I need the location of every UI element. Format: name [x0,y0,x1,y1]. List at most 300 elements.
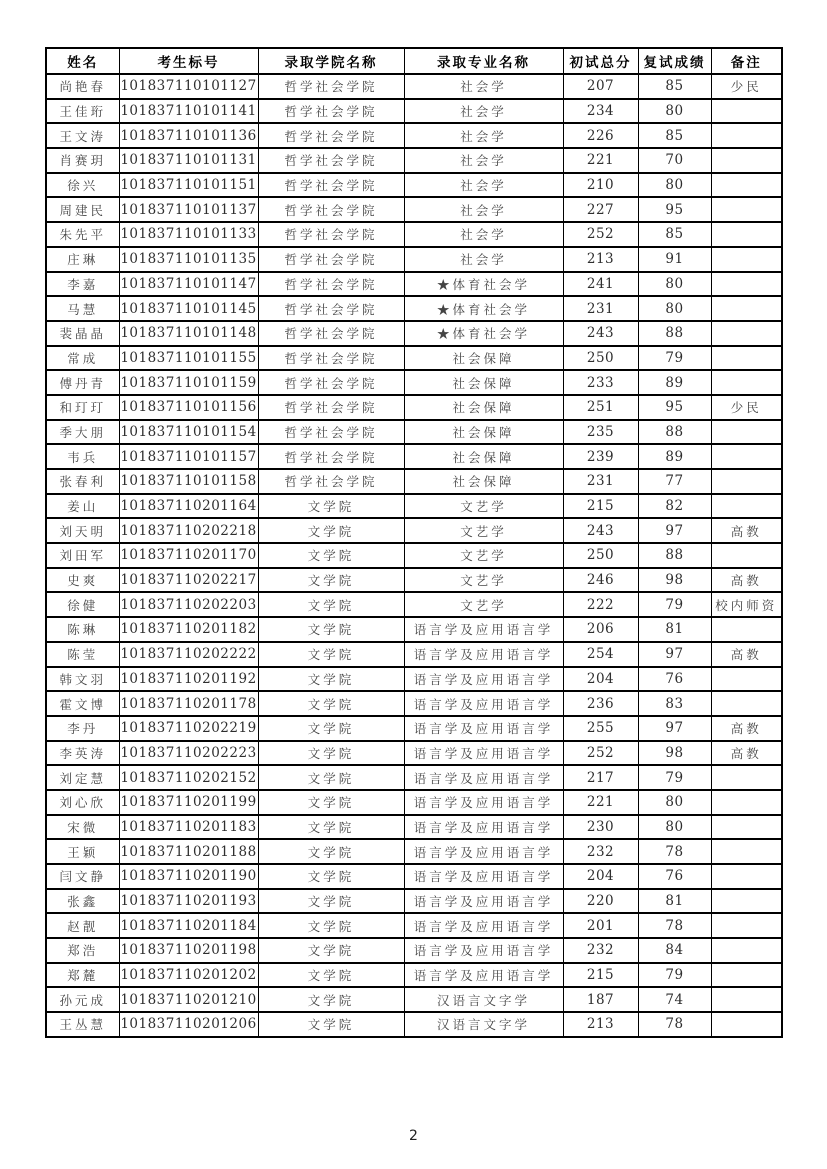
cell-name: 张春利 [46,469,119,494]
cell-major: 社会保障 [404,395,563,420]
cell-major: 语言学及应用语言学 [404,716,563,741]
cell-name: 周建民 [46,197,119,222]
cell-note [711,691,782,716]
table-row [46,444,782,469]
cell-score1: 230 [563,815,638,840]
cell-score1: 239 [563,444,638,469]
cell-score2: 85 [638,222,711,247]
cell-score2: 78 [638,913,711,938]
cell-score1: 221 [563,148,638,173]
cell-major: 社会保障 [404,346,563,371]
cell-id: 101837110101133 [119,222,258,247]
cell-college: 文学院 [258,592,404,617]
cell-id: 101837110201210 [119,987,258,1012]
cell-id: 101837110201193 [119,889,258,914]
table-row [46,370,782,395]
cell-id: 101837110201188 [119,839,258,864]
cell-score1: 213 [563,1012,638,1037]
cell-note [711,815,782,840]
cell-college: 哲学社会学院 [258,296,404,321]
cell-major: 社会学 [404,247,563,272]
cell-major: 社会保障 [404,420,563,445]
cell-college: 哲学社会学院 [258,222,404,247]
cell-name: 张鑫 [46,889,119,914]
cell-college: 文学院 [258,518,404,543]
cell-score1: 217 [563,765,638,790]
cell-college: 哲学社会学院 [258,123,404,148]
cell-college: 哲学社会学院 [258,272,404,297]
cell-college: 文学院 [258,815,404,840]
cell-name: 郑麓 [46,963,119,988]
cell-major: 社会学 [404,148,563,173]
cell-name: 李丹 [46,716,119,741]
table-row [46,963,782,988]
cell-name: 朱先平 [46,222,119,247]
table-row [46,741,782,766]
cell-major: 语言学及应用语言学 [404,691,563,716]
column-header: 录取学院名称 [258,48,404,74]
cell-score1: 227 [563,197,638,222]
table-row [46,247,782,272]
cell-note [711,247,782,272]
cell-id: 101837110201206 [119,1012,258,1037]
cell-score2: 78 [638,1012,711,1037]
cell-college: 文学院 [258,765,404,790]
cell-score1: 232 [563,839,638,864]
cell-id: 101837110101131 [119,148,258,173]
cell-score2: 80 [638,790,711,815]
cell-score1: 220 [563,889,638,914]
cell-id: 101837110101156 [119,395,258,420]
cell-score1: 187 [563,987,638,1012]
cell-id: 101837110101151 [119,173,258,198]
cell-name: 陈莹 [46,642,119,667]
table-row [46,74,782,99]
cell-score2: 83 [638,691,711,716]
cell-note [711,99,782,124]
cell-note [711,494,782,519]
cell-major: 语言学及应用语言学 [404,642,563,667]
cell-name: 季大朋 [46,420,119,445]
table-row [46,469,782,494]
cell-note [711,543,782,568]
cell-note [711,296,782,321]
cell-major: 社会学 [404,222,563,247]
cell-name: 刘天明 [46,518,119,543]
cell-college: 文学院 [258,913,404,938]
cell-id: 101837110202223 [119,741,258,766]
table-row [46,987,782,1012]
table-row [46,938,782,963]
cell-college: 哲学社会学院 [258,148,404,173]
cell-major: 文艺学 [404,518,563,543]
cell-major: 社会学 [404,173,563,198]
cell-score2: 76 [638,864,711,889]
cell-name: 郑浩 [46,938,119,963]
cell-major: 文艺学 [404,494,563,519]
table-row [46,173,782,198]
cell-score1: 204 [563,864,638,889]
cell-note [711,148,782,173]
cell-name: 傅丹青 [46,370,119,395]
cell-name: 徐健 [46,592,119,617]
cell-note [711,370,782,395]
cell-college: 文学院 [258,543,404,568]
cell-major: 文艺学 [404,568,563,593]
table-row [46,913,782,938]
cell-name: 庄琳 [46,247,119,272]
table-row [46,1012,782,1037]
cell-major: 语言学及应用语言学 [404,839,563,864]
cell-college: 哲学社会学院 [258,346,404,371]
cell-name: 孙元成 [46,987,119,1012]
cell-score1: 234 [563,99,638,124]
cell-score1: 233 [563,370,638,395]
table-row [46,543,782,568]
cell-major: 语言学及应用语言学 [404,913,563,938]
cell-id: 101837110101148 [119,321,258,346]
cell-name: 王颖 [46,839,119,864]
table-row [46,148,782,173]
cell-score2: 76 [638,667,711,692]
cell-major: 语言学及应用语言学 [404,741,563,766]
column-header: 录取专业名称 [404,48,563,74]
cell-score1: 236 [563,691,638,716]
cell-name: 王文涛 [46,123,119,148]
cell-score2: 80 [638,173,711,198]
cell-note [711,469,782,494]
cell-name: 刘心欣 [46,790,119,815]
cell-college: 文学院 [258,889,404,914]
cell-name: 马慧 [46,296,119,321]
column-header: 姓名 [46,48,119,74]
cell-college: 文学院 [258,938,404,963]
cell-major: 社会学 [404,99,563,124]
cell-major: 语言学及应用语言学 [404,790,563,815]
cell-major: ★体育社会学 [404,296,563,321]
cell-college: 哲学社会学院 [258,173,404,198]
cell-college: 哲学社会学院 [258,469,404,494]
cell-score2: 88 [638,321,711,346]
table-row [46,765,782,790]
cell-name: 刘定慧 [46,765,119,790]
cell-college: 哲学社会学院 [258,444,404,469]
cell-id: 101837110101135 [119,247,258,272]
cell-note [711,889,782,914]
cell-college: 文学院 [258,494,404,519]
cell-note [711,667,782,692]
cell-major: 社会保障 [404,370,563,395]
cell-score1: 231 [563,296,638,321]
table-row [46,296,782,321]
cell-id: 101837110202152 [119,765,258,790]
cell-name: 李嘉 [46,272,119,297]
cell-name: 闫文静 [46,864,119,889]
cell-major: 语言学及应用语言学 [404,864,563,889]
cell-score2: 95 [638,395,711,420]
table-row [46,592,782,617]
admission-results-table [45,47,783,1038]
cell-score1: 210 [563,173,638,198]
cell-college: 文学院 [258,642,404,667]
cell-major: 语言学及应用语言学 [404,765,563,790]
cell-score2: 97 [638,716,711,741]
cell-score2: 91 [638,247,711,272]
cell-score2: 79 [638,765,711,790]
cell-college: 哲学社会学院 [258,197,404,222]
page-number: 2 [409,1128,418,1144]
cell-college: 文学院 [258,963,404,988]
cell-score2: 80 [638,296,711,321]
cell-score2: 97 [638,518,711,543]
cell-id: 101837110101137 [119,197,258,222]
table-row [46,790,782,815]
cell-score1: 243 [563,321,638,346]
cell-id: 101837110101154 [119,420,258,445]
cell-score1: 204 [563,667,638,692]
cell-score1: 232 [563,938,638,963]
table-row [46,321,782,346]
cell-id: 101837110202222 [119,642,258,667]
cell-id: 101837110202218 [119,518,258,543]
cell-major: 语言学及应用语言学 [404,667,563,692]
cell-name: 王丛慧 [46,1012,119,1037]
column-header: 考生标号 [119,48,258,74]
column-header: 备注 [711,48,782,74]
cell-score1: 252 [563,222,638,247]
cell-note [711,197,782,222]
cell-name: 赵靓 [46,913,119,938]
cell-major: 语言学及应用语言学 [404,889,563,914]
cell-score2: 79 [638,346,711,371]
cell-college: 哲学社会学院 [258,321,404,346]
cell-score1: 226 [563,123,638,148]
cell-name: 韦兵 [46,444,119,469]
table-row [46,99,782,124]
cell-score2: 80 [638,99,711,124]
cell-id: 101837110201190 [119,864,258,889]
cell-score2: 82 [638,494,711,519]
cell-note [711,420,782,445]
cell-note [711,938,782,963]
cell-id: 101837110101141 [119,99,258,124]
cell-score1: 222 [563,592,638,617]
cell-note [711,617,782,642]
cell-major: 社会保障 [404,444,563,469]
cell-score2: 85 [638,123,711,148]
cell-college: 文学院 [258,790,404,815]
cell-score1: 221 [563,790,638,815]
cell-score1: 206 [563,617,638,642]
column-header: 复试成绩 [638,48,711,74]
cell-score2: 97 [638,642,711,667]
table-body [46,74,782,1037]
cell-score2: 79 [638,963,711,988]
cell-note [711,1012,782,1037]
cell-note [711,790,782,815]
cell-note [711,321,782,346]
cell-score2: 85 [638,74,711,99]
cell-college: 文学院 [258,667,404,692]
cell-id: 101837110201164 [119,494,258,519]
table-row [46,395,782,420]
cell-score1: 250 [563,543,638,568]
table-row [46,518,782,543]
cell-major: ★体育社会学 [404,272,563,297]
cell-score1: 250 [563,346,638,371]
table-row [46,222,782,247]
cell-name: 肖赛玥 [46,148,119,173]
cell-score1: 215 [563,494,638,519]
cell-major: 社会保障 [404,469,563,494]
cell-id: 101837110201202 [119,963,258,988]
cell-score2: 81 [638,617,711,642]
cell-id: 101837110101159 [119,370,258,395]
cell-note [711,864,782,889]
cell-id: 101837110202203 [119,592,258,617]
cell-college: 文学院 [258,864,404,889]
cell-score1: 215 [563,963,638,988]
table-row [46,839,782,864]
cell-major: 社会学 [404,74,563,99]
cell-score2: 88 [638,420,711,445]
cell-note [711,963,782,988]
cell-name: 陈琳 [46,617,119,642]
table-row [46,667,782,692]
cell-id: 101837110201182 [119,617,258,642]
cell-id: 101837110101158 [119,469,258,494]
cell-score2: 79 [638,592,711,617]
cell-name: 常成 [46,346,119,371]
table-row [46,691,782,716]
cell-score2: 84 [638,938,711,963]
cell-name: 宋微 [46,815,119,840]
cell-major: 汉语言文字学 [404,1012,563,1037]
cell-id: 101837110201183 [119,815,258,840]
cell-college: 哲学社会学院 [258,74,404,99]
table-row [46,716,782,741]
cell-name: 霍文博 [46,691,119,716]
cell-id: 101837110101136 [119,123,258,148]
cell-score1: 252 [563,741,638,766]
cell-score2: 81 [638,889,711,914]
table-row [46,123,782,148]
cell-score2: 74 [638,987,711,1012]
cell-college: 哲学社会学院 [258,395,404,420]
cell-name: 尚艳春 [46,74,119,99]
cell-major: ★体育社会学 [404,321,563,346]
table-row [46,346,782,371]
cell-name: 和玎玎 [46,395,119,420]
cell-note [711,272,782,297]
table-header [46,48,782,74]
cell-note [711,173,782,198]
cell-id: 101837110101127 [119,74,258,99]
cell-score1: 254 [563,642,638,667]
cell-note [711,222,782,247]
table-row [46,889,782,914]
cell-college: 文学院 [258,839,404,864]
cell-id: 101837110201178 [119,691,258,716]
cell-note [711,987,782,1012]
cell-score2: 98 [638,741,711,766]
cell-note: 高教 [711,741,782,766]
cell-note: 少民 [711,395,782,420]
cell-score1: 207 [563,74,638,99]
cell-name: 徐兴 [46,173,119,198]
cell-note [711,839,782,864]
cell-college: 文学院 [258,568,404,593]
cell-score2: 70 [638,148,711,173]
cell-college: 哲学社会学院 [258,247,404,272]
cell-note: 高教 [711,518,782,543]
table-row [46,197,782,222]
table-row [46,864,782,889]
cell-score2: 77 [638,469,711,494]
cell-score1: 235 [563,420,638,445]
cell-name: 姜山 [46,494,119,519]
cell-note: 少民 [711,74,782,99]
cell-major: 语言学及应用语言学 [404,815,563,840]
cell-id: 101837110202219 [119,716,258,741]
cell-note [711,765,782,790]
cell-score1: 243 [563,518,638,543]
cell-name: 史爽 [46,568,119,593]
cell-name: 刘田军 [46,543,119,568]
cell-major: 语言学及应用语言学 [404,617,563,642]
table-row [46,494,782,519]
cell-id: 101837110101157 [119,444,258,469]
cell-id: 101837110201198 [119,938,258,963]
cell-note: 高教 [711,568,782,593]
cell-score1: 201 [563,913,638,938]
cell-score1: 213 [563,247,638,272]
cell-major: 文艺学 [404,592,563,617]
cell-score1: 231 [563,469,638,494]
cell-note: 高教 [711,716,782,741]
cell-score2: 95 [638,197,711,222]
cell-name: 李英涛 [46,741,119,766]
cell-name: 裴晶晶 [46,321,119,346]
cell-major: 语言学及应用语言学 [404,963,563,988]
cell-note [711,444,782,469]
table-row [46,272,782,297]
cell-id: 101837110101145 [119,296,258,321]
table-row [46,815,782,840]
table-header-row [46,48,782,74]
cell-college: 哲学社会学院 [258,370,404,395]
cell-major: 语言学及应用语言学 [404,938,563,963]
cell-id: 101837110201184 [119,913,258,938]
cell-id: 101837110101147 [119,272,258,297]
cell-name: 韩文羽 [46,667,119,692]
cell-id: 101837110202217 [119,568,258,593]
cell-college: 文学院 [258,716,404,741]
table-row [46,420,782,445]
cell-college: 文学院 [258,691,404,716]
cell-college: 文学院 [258,741,404,766]
table-row [46,568,782,593]
cell-score1: 246 [563,568,638,593]
cell-note [711,913,782,938]
cell-score2: 98 [638,568,711,593]
cell-id: 101837110201192 [119,667,258,692]
cell-score2: 89 [638,370,711,395]
cell-major: 社会学 [404,123,563,148]
cell-name: 王佳珩 [46,99,119,124]
cell-college: 文学院 [258,987,404,1012]
cell-note: 高教 [711,642,782,667]
